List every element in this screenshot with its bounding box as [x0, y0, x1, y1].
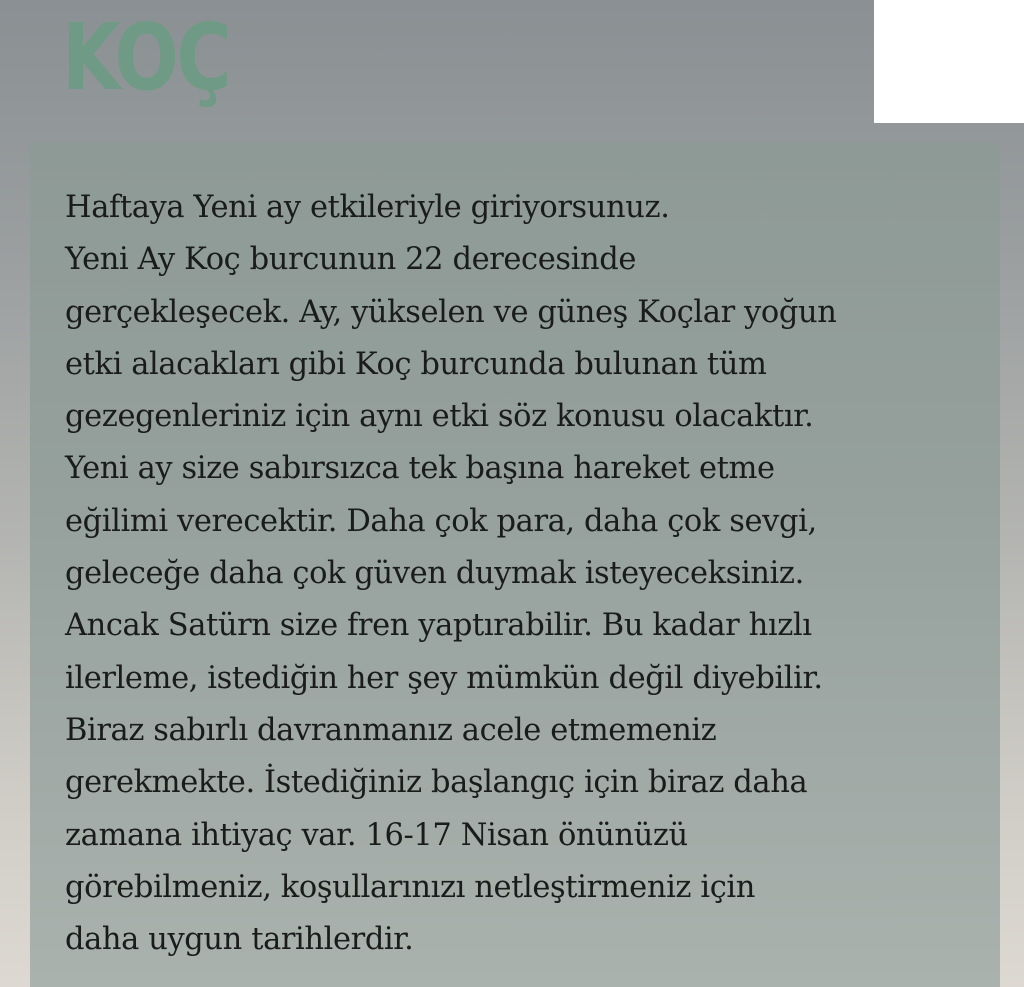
text-line: Yeni Ay Koç burcunun 22 derecesinde	[65, 242, 637, 278]
text-line: Yeni ay size sabırsızca tek başına hareket etme	[65, 451, 775, 487]
text-line: ilerleme, istediğin her şey mümkün değil diyebilir.	[65, 660, 823, 696]
text-line: etki alacakları gibi Koç burcunda bulunan tüm	[65, 346, 767, 382]
white-corner-block	[874, 0, 1024, 123]
text-line: geleceğe daha çok güven duymak isteyeceksiniz.	[65, 556, 804, 592]
text-line: gerekmekte. İstediğiniz başlangıç için biraz daha	[65, 765, 808, 801]
text-line: Haftaya Yeni ay etkileriyle giriyorsunuz.	[65, 190, 670, 225]
text-line: gerçekleşecek. Ay, yükselen ve güneş Koçlar yoğun	[65, 294, 837, 330]
text-line: zamana ihtiyaç var. 16-17 Nisan önünüzü	[65, 817, 688, 853]
zodiac-title: KOÇ	[62, 4, 230, 111]
text-line: daha uygun tarihlerdir.	[65, 922, 414, 958]
text-line: Ancak Satürn size fren yaptırabilir. Bu kadar hızlı	[65, 608, 812, 644]
text-line: gezegenleriniz için aynı etki söz konusu olacaktır.	[65, 399, 814, 435]
horoscope-text	[65, 182, 995, 966]
text-line: görebilmeniz, koşullarınızı netleştirmeniz için	[65, 869, 756, 905]
text-line: Biraz sabırlı davranmanız acele etmemeniz	[65, 712, 717, 748]
text-line: eğilimi verecektir. Daha çok para, daha çok sevgi,	[65, 503, 817, 539]
